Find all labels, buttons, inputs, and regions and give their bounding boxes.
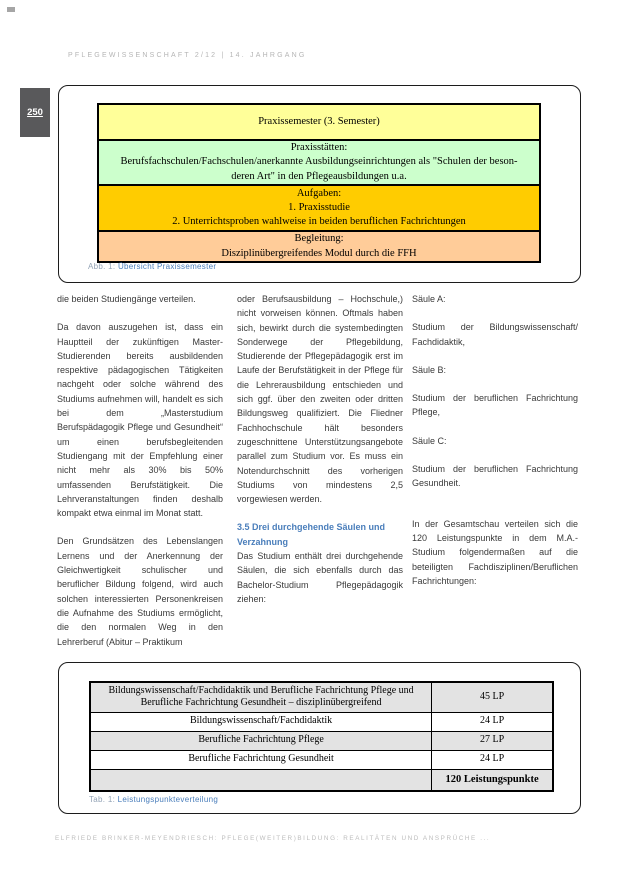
text-column-1 — [57, 292, 223, 663]
praxissemester-table — [97, 103, 541, 263]
praxissemester-row — [99, 105, 539, 139]
text-column-2 — [237, 292, 403, 620]
praxissemester-row-line: 2. Unterrichtsproben wahlweise in beiden beruflichen Fachrichtungen — [172, 216, 466, 228]
body-paragraph: Studium der Bildungswissenschaft/ Fachdidaktik, — [412, 322, 578, 347]
lp-row-value: 45 LP — [432, 682, 553, 712]
body-paragraph: Studium der beruflichen Fachrichtung Pflege, — [412, 393, 578, 418]
praxissemester-row-line: Praxisstätten: — [290, 142, 348, 154]
lp-row-label: Berufliche Fachrichtung Pflege — [90, 731, 432, 750]
lp-row-value: 27 LP — [432, 731, 553, 750]
lp-row-label: Bildungswissenschaft/Fachdidaktik — [90, 712, 432, 731]
body-paragraph: Säule A: — [412, 294, 446, 304]
praxissemester-row-line: Disziplinübergreifendes Modul durch die FFH — [221, 247, 417, 259]
figure1-caption — [88, 262, 216, 271]
journal-header: PFLEGEWISSENSCHAFT 2/12 | 14. JAHRGANG — [68, 52, 307, 59]
praxissemester-row — [99, 139, 539, 184]
body-paragraph: die beiden Studiengänge verteilen. — [57, 294, 196, 304]
praxissemester-row-line: Berufsfachschulen/Fachschulen/anerkannte Ausbildungseinrichtungen als "Schulen der beson- — [120, 156, 518, 168]
praxissemester-row-line: deren Art" in den Pflegeausbildungen u.a. — [231, 170, 407, 182]
table1-caption — [89, 795, 218, 804]
lp-row-label: Berufliche Fachrichtung Gesundheit — [90, 750, 432, 769]
body-paragraph: Säule B: — [412, 364, 447, 375]
lp-table-row — [90, 682, 553, 712]
figure1-caption-prefix: Abb. 1: — [88, 262, 116, 271]
text-column-3 — [412, 292, 578, 602]
page-number: 250 — [27, 107, 43, 118]
figure1-caption-text: Übersicht Praxissemester — [117, 262, 217, 271]
body-paragraph: Den Grundsätzen des Lebenslangen Lernens und der Anerkennung der Gleichwertigkeit schulischer und beruflicher Bildung folgend, wird auch solchen interessierten Personenkreisen die Aufnahme des Studiums ermöglicht, die den normalen Weg in den Lehrerberuf (Abitur – Praktikum — [57, 536, 223, 647]
print-corner-mark — [7, 7, 15, 12]
table-leistungspunkte-frame — [58, 662, 581, 814]
lp-table-body — [90, 682, 553, 791]
praxissemester-row-line: Aufgaben: — [296, 187, 342, 199]
body-paragraph: In der Gesamtschau verteilen sich die 120 Leistungspunkte in dem M.A.-Studium folgendermaßen auf die beteiligten Fachdisziplinen/Beruflichen Fachrichtungen: — [412, 518, 578, 586]
lp-table-row — [90, 731, 553, 750]
praxissemester-row-line: 1. Praxisstudie — [288, 201, 350, 213]
body-paragraph: Da davon auszugehen ist, dass ein Hauptteil der zukünftigen Master-Studierenden bereits ausbildenden respektive pädagogischen Tätigkeiten nachgeht oder solche während des Studiums aufnehmen will, handelt es sich bei dem „Masterstudium Berufspädagogik Pflege und Gesundheit“ um einen berufsbegleitenden Studiengang mit der Empfehlung einer nicht mehr als 30% bis 50% umfassenden Berufstätigkeit. Die Lehrveranstaltungen finden deshalb kompakt etwa einmal im Monat statt. — [57, 322, 223, 519]
table1-caption-prefix: Tab. 1: — [89, 795, 116, 804]
praxissemester-row — [99, 184, 539, 230]
body-paragraph: Säule C: — [412, 435, 447, 446]
lp-table-row — [90, 769, 553, 791]
lp-row-label: Bildungswissenschaft/Fachdidaktik und Berufliche Fachrichtung Pflege und Berufliche Fachrichtung Gesundheit – disziplinübergreifend — [90, 682, 432, 712]
lp-row-label — [90, 769, 432, 791]
leistungspunkte-table — [89, 681, 554, 792]
lp-row-value: 24 LP — [432, 750, 553, 769]
body-paragraph: Das Studium enthält drei durchgehende Säulen, die sich ebenfalls durch das Bachelor-Studium Pflegepädagogik ziehen: — [237, 551, 403, 604]
body-paragraph: Studium der beruflichen Fachrichtung Gesundheit. — [412, 464, 578, 489]
journal-footer: ELFRIEDE BRINKER-MEYENDRIESCH: PFLEGE(WEITER)BILDUNG: REALITÄTEN UND ANSPRÜCHE ... — [55, 835, 491, 842]
praxissemester-row-line: Begleitung: — [294, 233, 344, 245]
lp-row-value: 24 LP — [432, 712, 553, 731]
lp-table-row — [90, 712, 553, 731]
figure-praxissemester-frame — [58, 85, 581, 283]
praxissemester-row-line: Praxissemester (3. Semester) — [258, 115, 380, 127]
body-paragraph: oder Berufsausbildung – Hochschule,) nicht vorweisen können. Oftmals haben sich, bewirkt durch die systembedingten Sonderwege der Pflegebildung, Studierende der Pflegepädagogik erst im Laufe der Berufstätigkeit in der Pflege für die Lehrerausbildung entschieden und sich ggf. über den zweiten oder dritten Bildungsweg qualifiziert. Die Fliedner Fachhochschule hält besonders zugeschnittene Unterstützungsangebote parallel zum Studium vor. Es muss ein Notendurchschnitt des vorherigen Studiums von mindestens 2,5 vorgewiesen werden. — [237, 294, 403, 505]
praxissemester-row — [99, 230, 539, 261]
section-heading: 3.5 Drei durchgehende Säulen und Verzahnung — [237, 522, 386, 547]
lp-row-value: 120 Leistungspunkte — [432, 769, 553, 791]
table1-caption-text: Leistungspunkteverteilung — [117, 795, 219, 804]
page-number-badge — [20, 88, 50, 137]
lp-table-row — [90, 750, 553, 769]
